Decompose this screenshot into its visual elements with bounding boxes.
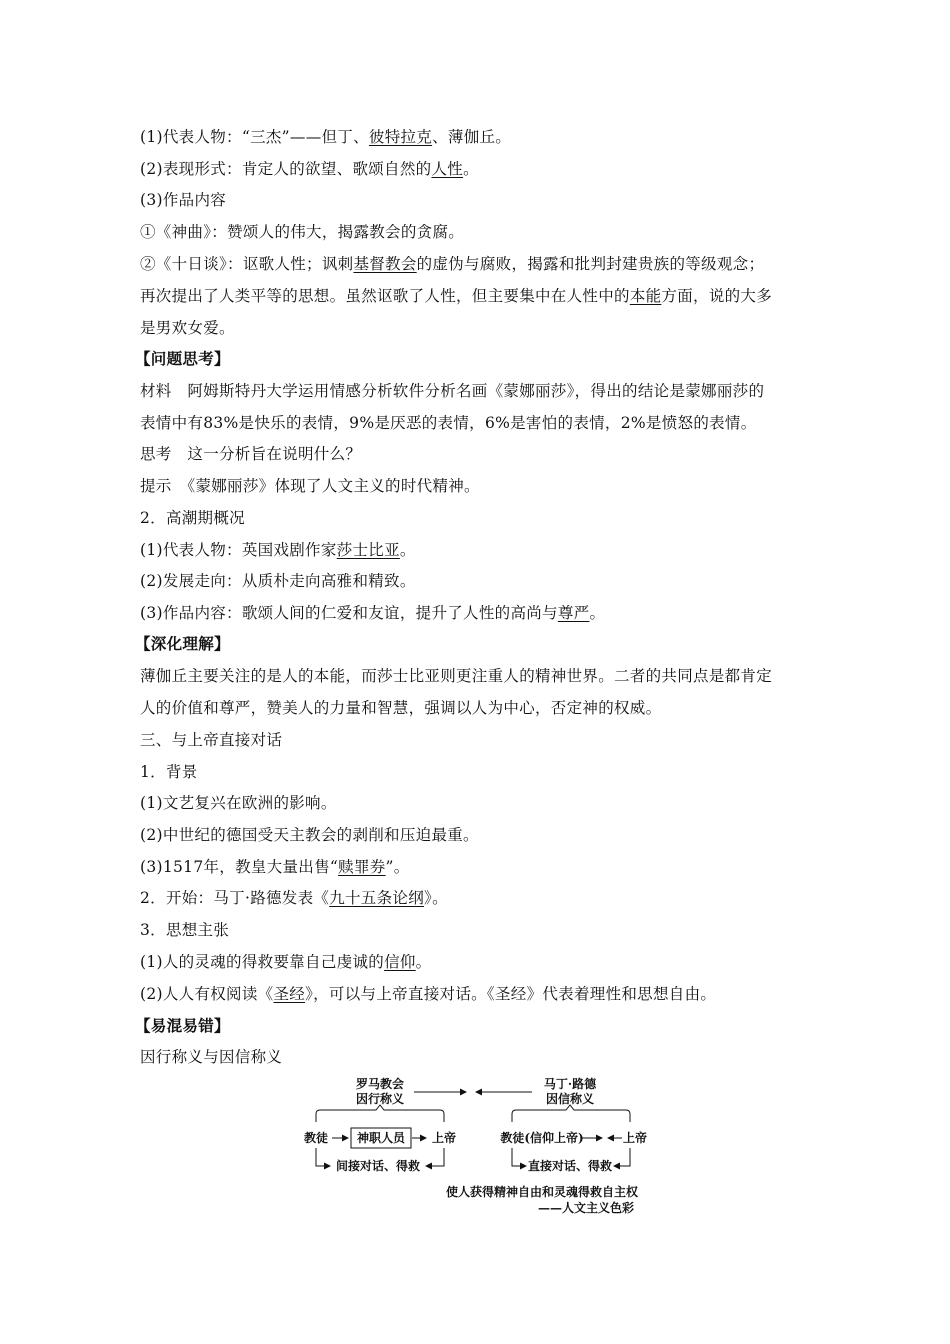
god-left: 上帝 <box>431 1131 457 1145</box>
text: 方面，说的大多 <box>661 287 773 305</box>
right-brace <box>512 1105 630 1122</box>
material-line-2: 表情中有83%是快乐的表情，9%是厌恶的表情，6%是害怕的表情，2%是愤怒的表情。 <box>140 414 757 432</box>
text: 的虚伪与腐败，揭露和批判封建贵族的等级观念； <box>416 255 765 273</box>
underlined-term: 信仰 <box>384 953 416 971</box>
underlined-term: 彼特拉克 <box>368 128 433 146</box>
hint-line: 提示 《蒙娜丽莎》体现了人文主义的时代精神。 <box>140 477 480 495</box>
idea-title: 3．思想主张 <box>140 921 230 939</box>
text: 》。 <box>424 889 448 907</box>
text: (1)人的灵魂的得救要靠自己虔诚的 <box>140 953 385 971</box>
section-title: 三、与上帝直接对话 <box>140 731 283 749</box>
text: ②《十日谈》：讴歌人性；讽刺 <box>140 255 354 273</box>
start-line <box>140 888 448 908</box>
decameron-line <box>140 254 764 274</box>
divine-comedy-line: ①《神曲》：赞颂人的伟大，揭露教会的贪腐。 <box>140 223 465 241</box>
text: (3)作品内容：歌颂人间的仁爱和友谊，提升了人性的高尚与 <box>140 604 558 622</box>
faith-justification-label: 因信称义 <box>545 1092 595 1106</box>
comparison-diagram <box>280 1072 680 1222</box>
underlined-term: 基督教会 <box>353 255 417 273</box>
rep-figures-line <box>140 127 511 147</box>
roman-church-label: 罗马教会 <box>355 1077 405 1091</box>
idea-item <box>140 984 716 1004</box>
text: (1)代表人物：“三杰”——但丁、 <box>140 128 369 146</box>
luther-label: 马丁·路德 <box>543 1077 597 1091</box>
works-justification-label: 因行称义 <box>355 1092 405 1106</box>
underlined-term: 赎罪券 <box>338 858 386 876</box>
section-title: 2．高潮期概况 <box>140 509 245 527</box>
text: 。 <box>589 604 606 622</box>
diagram-svg <box>280 1072 680 1222</box>
god-right: 上帝 <box>622 1131 648 1145</box>
text: (2)表现形式：肯定人的欲望、歌颂自然的 <box>140 160 432 178</box>
underlined-term: 九十五条论纲 <box>329 889 425 907</box>
text: (2)人人有权阅读《 <box>140 985 274 1003</box>
deep-line-2: 人的价值和尊严，赞美人的力量和智慧，强调以人为中心，否定神的权威。 <box>140 699 662 717</box>
underlined-term: 人性 <box>431 160 464 178</box>
connector <box>614 1148 630 1166</box>
mix-heading: 【易混易错】 <box>135 1016 230 1035</box>
decameron-line-3: 是男欢女爱。 <box>140 319 235 337</box>
content-line <box>140 603 605 623</box>
form-line <box>140 159 479 179</box>
background-title: 1．背景 <box>140 763 198 781</box>
underlined-term: 圣经 <box>273 985 306 1003</box>
direct-label: 直接对话、得救 <box>527 1159 613 1173</box>
left-brace <box>316 1105 444 1122</box>
text: 。 <box>399 541 416 559</box>
underlined-term: 本能 <box>629 287 662 305</box>
underlined-term: 尊严 <box>557 604 590 622</box>
note-line-1: 使人获得精神自由和灵魂得救自主权 <box>445 1185 639 1199</box>
clergy-label: 神职人员 <box>356 1131 406 1145</box>
trend-line: (2)发展走向：从质朴走向高雅和精致。 <box>140 572 416 590</box>
indirect-label: 间接对话、得救 <box>335 1159 421 1173</box>
text: ”。 <box>385 858 410 876</box>
underlined-term: 莎士比亚 <box>336 541 400 559</box>
background-item <box>140 857 410 877</box>
text: 》，可以与上帝直接对话。《圣经》代表着理性和思想自由。 <box>305 985 717 1003</box>
text: 、薄伽丘。 <box>432 128 512 146</box>
deep-heading: 【深化理解】 <box>135 634 230 653</box>
text: 。 <box>463 160 479 178</box>
text: 。 <box>415 953 432 971</box>
note-line-2: ——人文主义色彩 <box>537 1201 635 1215</box>
believer-left: 教徒 <box>303 1131 329 1145</box>
background-item: (1)文艺复兴在欧洲的影响。 <box>140 794 337 812</box>
shakespeare-line <box>140 540 416 560</box>
mix-subtitle: 因行称义与因信称义 <box>140 1048 283 1066</box>
think-heading: 【问题思考】 <box>135 349 230 368</box>
text: 2．开始：马丁·路德发表《 <box>140 889 330 907</box>
text: (1)代表人物：英国戏剧作家 <box>140 541 337 559</box>
material-line: 材料 阿姆斯特丹大学运用情感分析软件分析名画《蒙娜丽莎》，得出的结论是蒙娜丽莎的 <box>140 382 765 400</box>
connector <box>512 1148 526 1166</box>
background-item: (2)中世纪的德国受天主教会的剥削和压迫最重。 <box>140 826 479 844</box>
decameron-line-2 <box>140 286 772 306</box>
question-line: 思考 这一分析旨在说明什么？ <box>140 445 362 463</box>
believer-right: 教徒(信仰上帝) <box>500 1131 584 1145</box>
text: 再次提出了人类平等的思想。虽然讴歌了人性，但主要集中在人性中的 <box>140 287 630 305</box>
connector <box>316 1148 330 1166</box>
idea-item <box>140 952 431 972</box>
connector <box>426 1148 444 1166</box>
deep-line: 薄伽丘主要关注的是人的本能，而莎士比亚则更注重人的精神世界。二者的共同点是都肯定 <box>140 667 773 685</box>
works-line: (3)作品内容 <box>140 191 227 209</box>
text: (3)1517年，教皇大量出售“ <box>140 858 339 876</box>
